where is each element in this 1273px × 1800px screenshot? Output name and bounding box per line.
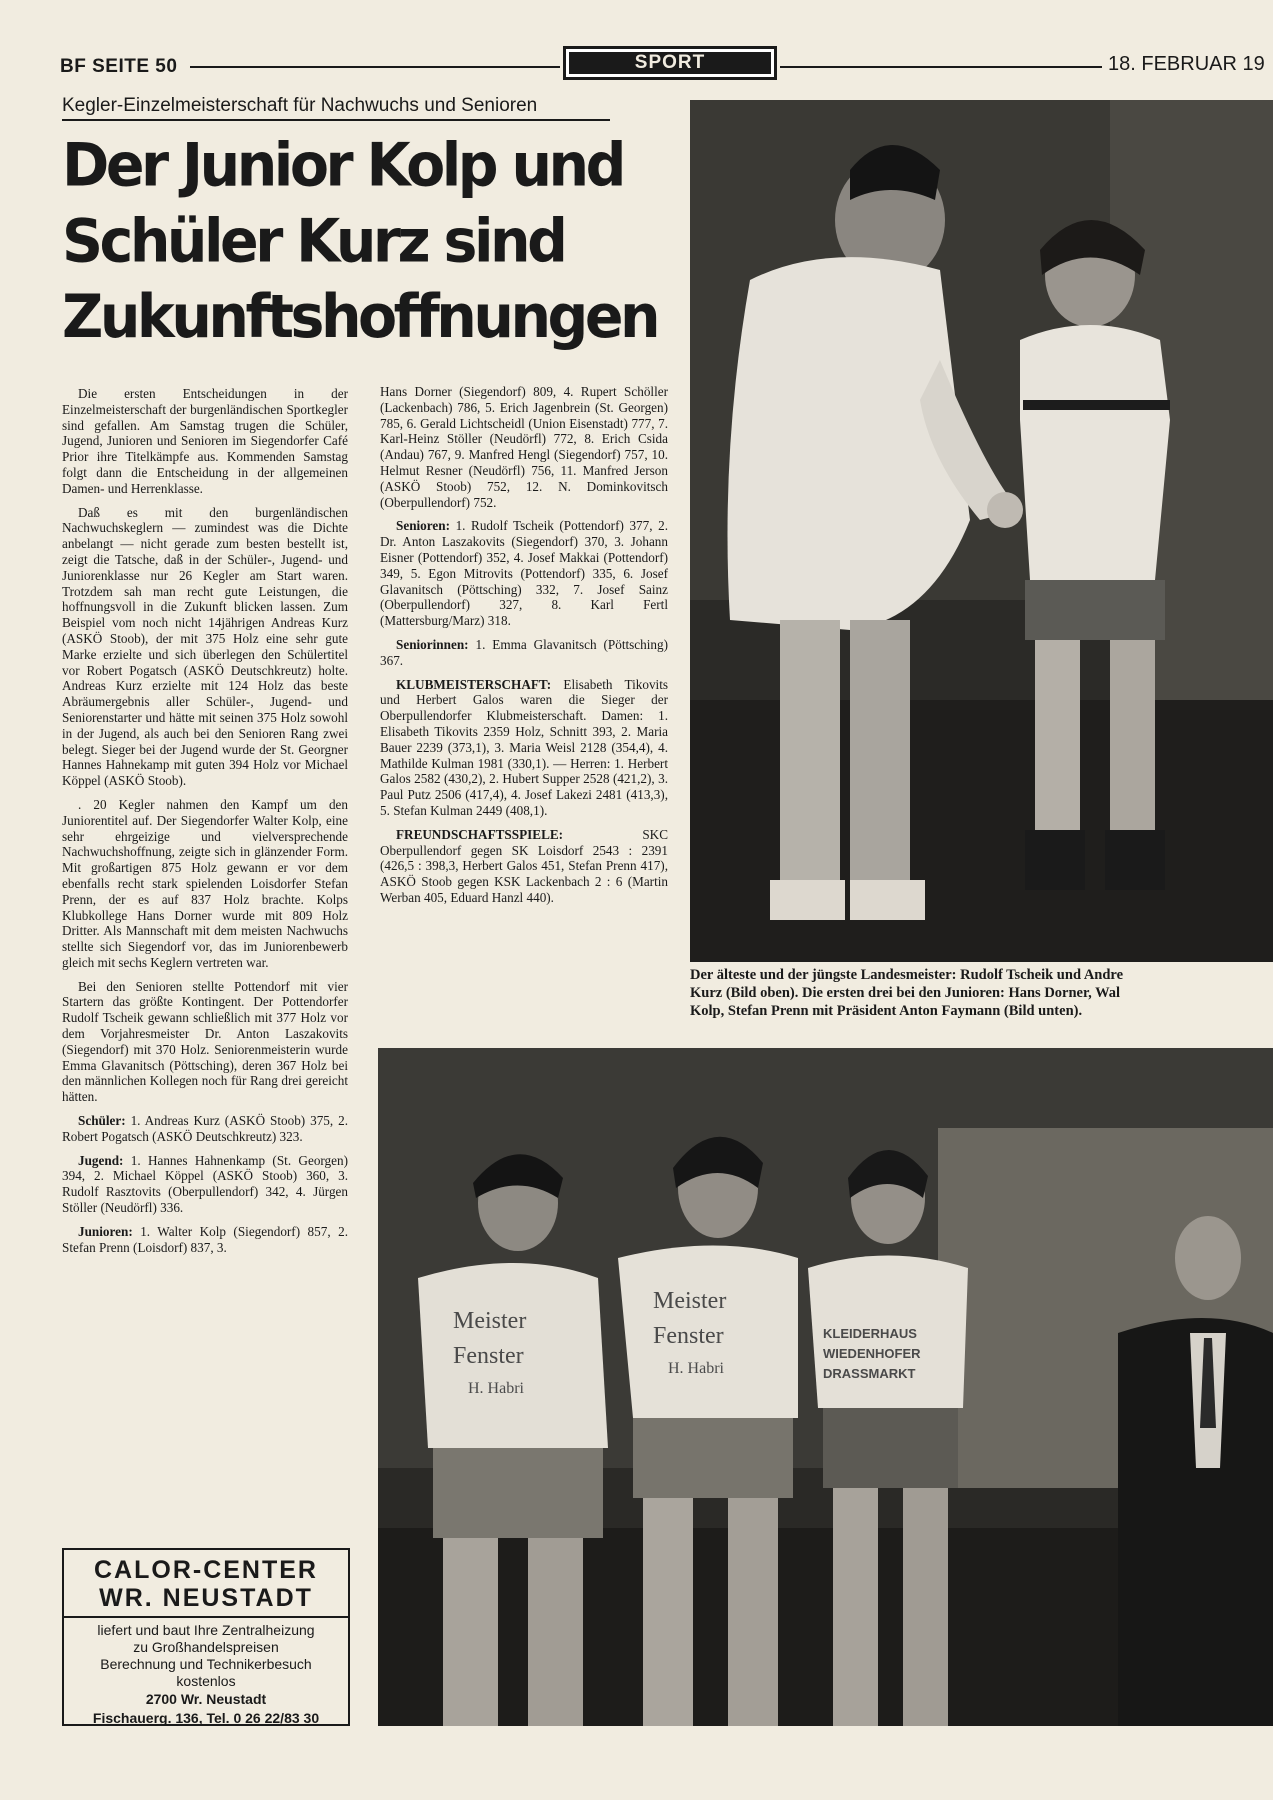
shirt-text-3b: WIEDENHOFER [823, 1346, 921, 1361]
paragraph: Bei den Senioren stellte Pottendorf mit vier Startern das größte Kontingent. Der Pottendorfer Rudolf Tscheik gewann schließlich mit 377 Holz vor dem Vorjahresmeister Dr. Anton Laszakovits (Siegendorf) mit 370 Holz. Seniorenmeisterin wurde Emma Glavanitsch (Pöttsching), deren 367 Holz bei den männlichen Kollegen noch für Rang drei gereicht hätten. [62, 978, 348, 1105]
results-text: 1. Rudolf Tscheik (Pottendorf) 377, 2. Dr. Anton Laszakovits (Siegendorf) 370, 3. Johann Eisner (Pottendorf) 352, 4. Josef Makkai (Pottendorf) 349, 5. Egon Mitrovits (Pottendorf) 335, 6. Josef Glavanitsch (Pöttsching) 332, 7. Josef Sainz (Oberpullendorf) 327, 8. Karl Fertl (Mattersburg/Marz) 318. [380, 518, 668, 629]
shirt-text-1a: Meister [453, 1308, 527, 1334]
photo-podium [378, 1048, 1273, 1726]
article-column-1 [62, 386, 348, 1263]
section-box [563, 46, 777, 80]
caption-line-3: Kolp, Stefan Prenn mit Präsident Anton Faymann (Bild unten). [690, 1003, 1083, 1019]
results-text: 1. Hannes Hahnenkamp (St. Georgen) 394, 2. Michael Köppel (ASKÖ Stoob) 360, 3. Rudolf Rasztovits (Oberpullendorf) 342, 4. Jürgen Stöller (Neudörfl) 336. [62, 1152, 348, 1216]
results-label: Senioren: [396, 518, 450, 534]
ad-title-2: WR. NEUSTADT [99, 1584, 313, 1612]
header-rule-right [780, 66, 1102, 68]
ad-line: zu Großhandelspreisen [133, 1639, 279, 1655]
advertisement [62, 1548, 350, 1726]
shirt-text-2a: Meister [653, 1288, 727, 1314]
caption-line-2: Kurz (Bild oben). Die ersten drei bei den Junioren: Hans Dorner, Wal [690, 985, 1121, 1001]
results-schueler [62, 1113, 348, 1145]
ad-line: liefert und baut Ihre Zentralheizung [97, 1622, 315, 1638]
results-seniorinnen [380, 637, 668, 669]
results-label: KLUBMEISTERSCHAFT: [396, 676, 552, 692]
results-freund [380, 827, 668, 906]
results-klub [380, 677, 668, 819]
results-label: Schüler: [78, 1113, 126, 1129]
results-text: 1. Andreas Kurz (ASKÖ Stoob) 375, 2. Robert Pogatsch (ASKÖ Deutschkreutz) 323. [62, 1113, 349, 1144]
header-rule-left [190, 66, 560, 68]
ad-title-1: CALOR-CENTER [94, 1556, 318, 1584]
article-kicker: Kegler-Einzelmeisterschaft für Nachwuchs und Senioren [62, 95, 610, 121]
paragraph: Hans Dorner (Siegendorf) 809, 4. Rupert Schöller (Lackenbach) 786, 5. Erich Jagenbrein (St. Georgen) 785, 6. Gerald Lichtscheidl (Union Eisenstadt) 777, 7. Karl-Heinz Stöller (Neudörfl) 772, 8. Erich Csida (Andau) 767, 9. Manfred Hengl (Siegendorf) 757, 10. Helmut Resner (Neudörfl) 756, 11. Manfred Jerson (ASKÖ Stoob) 752, 12. N. Dominkovitsch (Oberpullendorf) 752. [380, 384, 668, 510]
paragraph: . 20 Kegler nahmen den Kampf um den Juniorentitel auf. Der Siegendorfer Walter Kolp, eine sehr ehrgeizige und vielversprechende Nachwuchshoffnung, zeigte sich in glänzender Form. Mit großartigen 875 Holz gewann er vor dem ebenfalls recht stark spielenden Loisdorfer Stefan Prenn, der es auf 837 Holz brachte. Kolps Klubkollege Hans Dorner wurde mit 809 Holz Dritter. Als Mannschaft mit dem meisten Nachwuchs stellte sich Siegendorf vor, das im Juniorenbewerb gleich mit sechs Keglern vertreten war. [62, 796, 348, 970]
shirt-text-1b: Fenster [453, 1343, 524, 1369]
headline-line-3: Zukunftshoffnungen [62, 282, 658, 352]
ad-phone: Fischauerg. 136, Tel. 0 26 22/83 30 [92, 1710, 320, 1726]
shirt-text-3c: DRASSMARKT [823, 1366, 916, 1381]
article-headline [62, 128, 682, 355]
photo-handshake [690, 100, 1273, 962]
results-text: 1. Emma Glavanitsch (Pöttsching) 367. [380, 636, 668, 668]
headline-line-1: Der Junior Kolp und [62, 131, 623, 201]
results-label: Junioren: [78, 1223, 133, 1239]
paragraph: Daß es mit den burgenländischen Nachwuchskeglern — zumindest was die Dichte anbelangt — nicht gerade zum besten bestellt ist, zeigt die Tatsche, daß in der Schüler-, Jugend- und Juniorenklasse nur 26 Kegler am Start waren. Trotzdem sah man recht gute Leistungen, die hoffnungsvoll in die Zukunft blicken lassen. Zum Beispiel vom noch nicht 14jährigen Andreas Kurz (ASKÖ Stoob), der mit 375 Holz eine sehr gute Marke erzielte und sich überlegen den Schülertitel vor Robert Pogatsch (ASKÖ Deutschkreutz) holte. Andreas Kurz erzielte mit 124 Holz das beste Abräumergebnis aller Schüler-, Jugend- und Seniorenstarter und hätte mit seinen 375 Holz sowohl in der Jugend, als auch bei den Senioren Rang zwei belegt. Sieger bei der Jugend wurde der St. Georgner Hannes Hahnekamp mit guten 394 Holz vor Michael Köppel (ASKÖ Stoob). [62, 504, 348, 789]
photo-caption [690, 966, 1273, 1020]
article-column-2 [380, 384, 668, 914]
results-label: Jugend: [78, 1152, 124, 1168]
results-text: Elisabeth Tikovits und Herbert Galos waren die Sieger der Oberpullendorfer Klubmeisterschaft. Damen: 1. Elisabeth Tikovits 2359 Holz, Schnitt 393, 2. Maria Bauer 2239 (373,1), 3. Maria Weisl 2128 (354,4), 4. Mathilde Kulman 1981 (330,1). — Herren: 1. Herbert Galos 2582 (430,2), 2. Hubert Supper 2528 (421,2), 3. Paul Putz 2506 (417,4), 4. Josef Lakezi 2481 (413,3), 5. Stefan Kulman 2449 (408,1). [380, 676, 668, 818]
ad-address: 2700 Wr. Neustadt [145, 1691, 267, 1707]
ad-divider [64, 1616, 348, 1618]
shirt-text-1c: H. Habri [468, 1380, 524, 1397]
shirt-text-3a: KLEIDERHAUS [823, 1326, 917, 1341]
results-label: Seniorinnen: [396, 636, 469, 652]
photo-bottom [378, 1048, 1273, 1726]
paragraph: Die ersten Entscheidungen in der Einzelmeisterschaft der burgenländischen Sportkegler sind gefallen. Am Samstag trugen die Schüler, Jugend, Junioren und Senioren im Siegendorfer Café Prior ihre Titelkämpfe aus. Kommenden Samstag folgt dann die Entscheidung in der allgemeinen Damen- und Herrenklasse. [62, 386, 348, 496]
ad-line: kostenlos [176, 1673, 236, 1689]
issue-date: 18. FEBRUAR 19 [1108, 53, 1265, 75]
caption-line-1: Der älteste und der jüngste Landesmeister: Rudolf Tscheik und Andre [690, 967, 1124, 983]
results-junioren [62, 1224, 348, 1256]
ad-line: Berechnung und Technikerbesuch [100, 1656, 312, 1672]
section-label: SPORT [569, 52, 771, 74]
results-jugend [62, 1153, 348, 1216]
results-text: 1. Walter Kolp (Siegendorf) 857, 2. Stefan Prenn (Loisdorf) 837, 3. [62, 1223, 348, 1255]
photo-top [690, 100, 1273, 962]
results-text: SKC Oberpullendorf gegen SK Loisdorf 2543 : 2391 (426,5 : 398,3, Herbert Galos 451, Stefan Prenn 417), ASKÖ Stoob gegen KSK Lackenbach 2 : 6 (Martin Werban 405, Eduard Hanzl 440). [380, 826, 668, 905]
results-label: FREUNDSCHAFTSSPIELE: [396, 826, 564, 842]
shirt-text-2b: Fenster [653, 1323, 724, 1349]
page-number: BF SEITE 50 [60, 56, 178, 77]
results-senioren [380, 518, 668, 629]
shirt-text-2c: H. Habri [668, 1360, 724, 1377]
headline-line-2: Schüler Kurz sind [62, 206, 565, 277]
